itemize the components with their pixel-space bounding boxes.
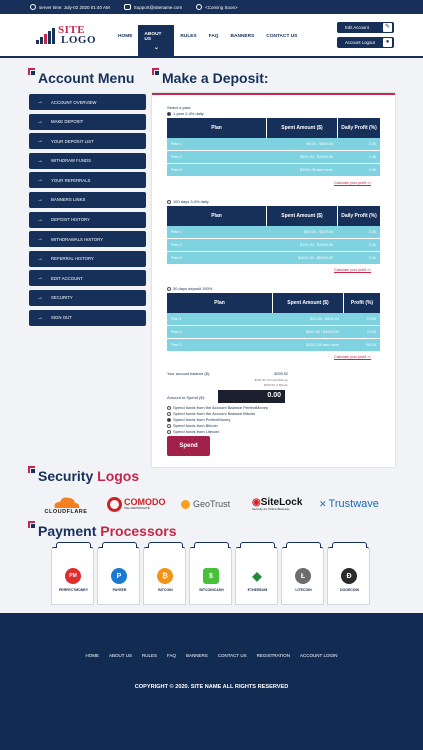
payment-card-bitcoincash: $ BITCOINCASH: [189, 547, 232, 605]
comodo-logo: COMODO SSL CERTIFICATE: [107, 493, 173, 515]
payment-card-payeer: P PAYEER: [97, 547, 140, 605]
arrow-right-icon: →: [37, 118, 43, 125]
amount-label: Amount to Spend ($):: [167, 395, 206, 400]
menu-item-edit-account[interactable]: → EDIT ACCOUNT: [29, 270, 146, 286]
footer-link-contact-us[interactable]: CONTACT US: [217, 653, 247, 658]
trustwave-mark-icon: ✕: [319, 498, 327, 509]
radio-selected-icon: [167, 418, 171, 422]
calculate-profit-link-2[interactable]: Calculate your profit >>: [334, 268, 372, 272]
menu-item-deposit-history[interactable]: → DEPOSIT HISTORY: [29, 212, 146, 228]
table-row: Plan 2 $301.00 - $1000.00 2.35: [167, 151, 380, 164]
radio-icon: [167, 430, 171, 434]
arrow-right-icon: →: [37, 294, 43, 301]
security-logos-title: Security Logos: [38, 468, 139, 484]
logo-line1: SITE: [58, 24, 86, 36]
spend-option-3[interactable]: Spend funds from PerfectMoney: [167, 417, 230, 422]
arrow-right-icon: →: [37, 236, 43, 243]
nav-about-us[interactable]: ABOUT US ⌄: [138, 25, 174, 58]
arrow-right-icon: →: [37, 157, 43, 164]
arrow-right-icon: →: [37, 196, 43, 203]
table-header: Spent Amount ($): [273, 293, 343, 313]
payment-card-dogecoin: Ð DOGECOIN: [327, 547, 370, 605]
trustwave-logo: ✕ Trustwave: [319, 498, 379, 510]
copyright: COPYRIGHT © 2020. SITE NAME ALL RIGHTS RESERVED: [134, 684, 289, 690]
footer-nav: [0, 653, 423, 658]
balance-value: $399.52: [274, 372, 288, 376]
support-email[interactable]: Support@sitename.com: [124, 4, 182, 10]
geotrust-logo: GeoTrust: [181, 493, 244, 515]
table-row: Plan 2 $101.00 - $1000.00 3.30: [167, 239, 380, 252]
globe-icon: [181, 500, 190, 509]
spend-option-5[interactable]: Spend funds from Litecoin: [167, 429, 219, 434]
edit-icon: ✎: [384, 24, 391, 30]
footer-link-home[interactable]: HOME: [85, 653, 100, 658]
spend-option-4[interactable]: Spend funds from Bitcoin: [167, 423, 218, 428]
plan-radio-1[interactable]: 1 year 2.4% daily: [167, 111, 204, 116]
site-logo[interactable]: [36, 24, 106, 46]
perfectmoney-icon: PM: [65, 568, 81, 584]
arrow-right-icon: →: [37, 138, 43, 145]
menu-item-make-deposit[interactable]: → MAKE DEPOSIT: [29, 114, 146, 130]
support-phone: <Coming Soon>: [196, 4, 238, 10]
menu-item-banners-links[interactable]: → BANNERS LINKS: [29, 192, 146, 208]
deposit-title: Make a Deposit:: [162, 70, 269, 86]
table-row: Plan 1 $10.00 - $100.00 3.20: [167, 226, 380, 239]
plan-radio-3[interactable]: 30 days deposit 150%: [167, 286, 212, 291]
arrow-right-icon: →: [37, 177, 43, 184]
nav-faq[interactable]: FAQ: [208, 33, 219, 39]
top-info-bar: [0, 0, 423, 14]
calculate-profit-link-3[interactable]: Calculate your profit >>: [334, 355, 372, 359]
account-menu: [29, 94, 146, 329]
arrow-right-icon: →: [37, 216, 43, 223]
menu-item-referral-history[interactable]: → REFERRAL HISTORY: [29, 251, 146, 267]
spend-option-1[interactable]: Spend funds from the Account Balance PerfectMoney: [167, 405, 268, 410]
arrow-right-icon: →: [37, 255, 43, 262]
table-row: Plan 1 $10.00 - $300.00 70.00: [167, 313, 380, 326]
cloud-icon: [51, 496, 81, 509]
litecoin-icon: Ł: [295, 568, 311, 584]
bitcoincash-icon: $: [203, 568, 219, 584]
table-row: Plan 3 $1001.00 - $5000.00 3.40: [167, 252, 380, 265]
spend-button[interactable]: Spend: [167, 436, 210, 456]
table-row: Plan 3 $1001.00 and more 80.00: [167, 339, 380, 352]
payeer-icon: P: [111, 568, 127, 584]
table-header: Profit (%): [344, 293, 380, 313]
table-header: Spent Amount ($): [267, 206, 337, 226]
spend-option-2[interactable]: Spend funds from the Account Balance Bitcoin: [167, 411, 255, 416]
radio-icon: [167, 287, 171, 291]
radio-icon: [167, 412, 171, 416]
payment-card-bitcoin: ₿ BITCOIN: [143, 547, 186, 605]
table-row: Plan 1 $0.00 - $300.00 2.30: [167, 138, 380, 151]
cloudflare-logo: CLOUDFLARE: [36, 493, 96, 515]
arrow-right-icon: →: [37, 99, 43, 105]
nav-banners[interactable]: BANNERS: [230, 33, 255, 39]
table-row: Plan 2 $301.00 - $1000.00 75.00: [167, 326, 380, 339]
table-header: Daily Profit (%): [338, 206, 380, 226]
deposit-panel: [152, 93, 395, 467]
arrow-right-icon: →: [37, 275, 43, 282]
amount-input[interactable]: 0.00: [218, 390, 285, 403]
radio-icon: [167, 200, 171, 204]
edit-account-button[interactable]: Edit Account ✎: [337, 22, 394, 33]
lock-icon: [107, 497, 122, 512]
payment-card-litecoin: Ł LITECOIN: [281, 547, 324, 605]
footer-link-faq[interactable]: FAQ: [166, 653, 176, 658]
payment-card-ethereum: ◆ ETHEREUM: [235, 547, 278, 605]
plan-table-2: [167, 206, 380, 265]
balance-sub-btc: $299.52 of Bitcoin: [263, 383, 288, 387]
footer-link-about-us[interactable]: ABOUT US: [109, 653, 132, 658]
nav-home[interactable]: HOME: [118, 33, 133, 39]
radio-selected-icon: [167, 112, 171, 116]
account-menu-title: Account Menu: [38, 70, 134, 86]
logo-line2: LOGO: [61, 34, 97, 46]
server-time: server time: July-02 2020 01:40 AM: [30, 4, 110, 10]
menu-item-withdraw-funds[interactable]: → WITHDRAW FUNDS: [29, 153, 146, 169]
footer-link-registration[interactable]: REGISTRATION: [256, 653, 291, 658]
menu-item-account-overview[interactable]: → ACCOUNT OVERVIEW: [29, 94, 146, 110]
nav-rules[interactable]: RULES: [180, 33, 197, 39]
balance-label: Your account balance ($):: [167, 372, 211, 376]
mail-icon: [124, 4, 131, 10]
payment-card-perfectmoney: PM PERFECTMONEY: [51, 547, 94, 605]
table-row: Plan 3 $1001.00 and more 2.40: [167, 164, 380, 177]
select-plan-label: Select a plan:: [167, 105, 192, 110]
main-nav: [112, 14, 303, 58]
payment-processors-title: Payment Processors: [38, 523, 177, 539]
clock-icon: [30, 4, 36, 10]
user-icon: ●: [383, 38, 392, 47]
radio-icon: [167, 424, 171, 428]
phone-icon: [196, 4, 202, 10]
site-header: [0, 14, 423, 58]
table-header: Plan: [167, 293, 272, 313]
table-header: Plan: [167, 118, 266, 138]
dogecoin-icon: Ð: [341, 568, 357, 584]
footer-link-rules[interactable]: RULES: [141, 653, 157, 658]
arrow-right-icon: →: [37, 314, 43, 321]
menu-item-withdrawals-history[interactable]: → WITHDRAWALS HISTORY: [29, 231, 146, 247]
sitelock-logo: ◉SiteLock Security for Online Business: [252, 496, 303, 511]
chevron-down-icon: ⌄: [153, 45, 159, 51]
ethereum-icon: ◆: [252, 569, 262, 583]
menu-item-deposit-list[interactable]: → YOUR DEPOSIT LIST: [29, 133, 146, 149]
menu-item-security[interactable]: → SECURITY: [29, 290, 146, 306]
table-header: Spent Amount ($): [267, 118, 337, 138]
footer-link-account-login[interactable]: ACCOUNT LOGIN: [300, 653, 338, 658]
logo-bars-icon: [36, 28, 55, 44]
plan-table-1: [167, 118, 380, 177]
account-logout-button[interactable]: Account Logout ●: [337, 37, 394, 48]
table-header: Daily Profit (%): [338, 118, 380, 138]
footer-link-banners[interactable]: BANNERS: [186, 653, 208, 658]
plan-radio-2[interactable]: 100 days 3.4% daily: [167, 199, 209, 204]
plan-table-3: [167, 293, 380, 352]
calculate-profit-link-1[interactable]: Calculate your profit >>: [334, 181, 372, 185]
radio-icon: [167, 406, 171, 410]
bitcoin-icon: ₿: [157, 568, 173, 584]
balance-sub-pm: $300.00 of PerfectMoney: [254, 378, 288, 382]
table-header: Plan: [167, 206, 266, 226]
menu-item-sign-out[interactable]: → SIGN OUT: [29, 310, 146, 326]
menu-item-referrals[interactable]: → YOUR REFERRALS: [29, 172, 146, 188]
nav-contact-us[interactable]: CONTACT US: [266, 33, 298, 39]
site-footer: [0, 613, 423, 750]
